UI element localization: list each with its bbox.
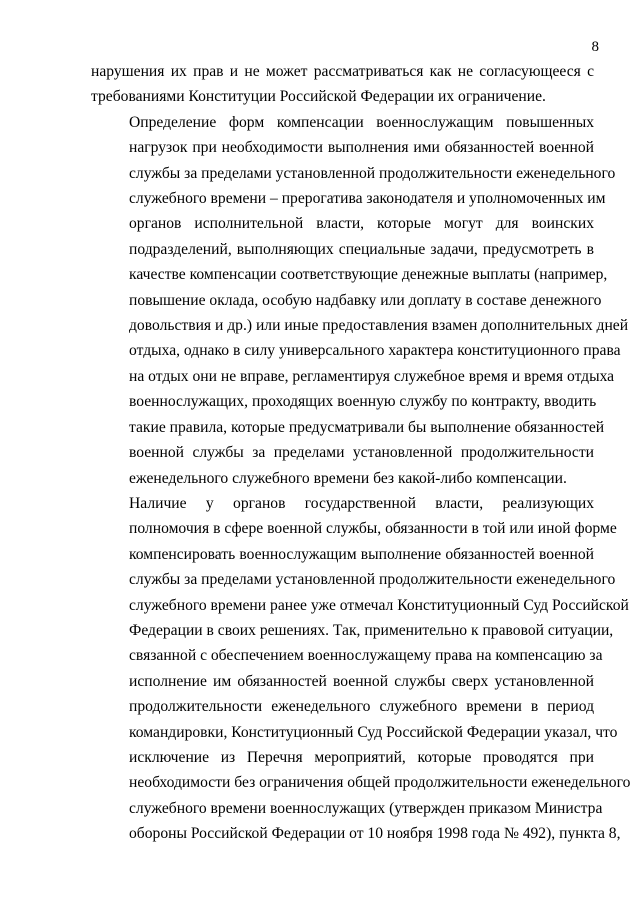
text-line: служебного времени военнослужащих (утвержден приказом Министра [129,799,603,817]
text-line: исполнение им обязанностей военной службы сверх установленной [129,672,594,690]
text-line: командировки, Конституционный Суд Российской Федерации указал, что [129,723,618,741]
text-line: Федерации в своих решениях. Так, применительно к правовой ситуации, [129,621,614,639]
paragraph [91,491,631,847]
text-line: служебного времени ранее уже отмечал Конституционный Суд Российской [129,596,629,614]
text-line: Определение форм компенсации военнослужащим повышенных [129,113,594,131]
text-line: связанной с обеспечением военнослужащему права на компенсацию за [129,647,603,665]
text-line: нарушения их прав и не может рассматриваться как не согласующееся с [91,63,594,80]
text-line: обороны Российской Федерации от 10 ноября 1998 года № 492), пункта 8, [129,825,621,843]
text-line: качестве компенсации соответствующие денежные выплаты (например, [129,266,608,284]
text-line: службы за пределами установленной продолжительности еженедельного [129,571,616,589]
text-line: повышение оклада, особую надбавку или доплату в составе денежного [129,291,602,309]
text-line: такие правила, которые предусматривали бы выполнение обязанностей [129,418,605,436]
text-line: органов исполнительной власти, которые могут для воинских [129,215,594,233]
text-line: подразделений, выполняющих специальные задачи, предусмотреть в [129,240,594,258]
text-line: довольствия и др.) или иные предоставления взамен дополнительных дней [129,317,629,335]
text-line: еженедельного служебного времени без какой-либо компенсации. [129,469,567,487]
text-line: на отдых они не вправе, регламентируя служебное время и время отдыха [129,367,615,385]
text-line: полномочия в сфере военной службы, обязанности в той или иной форме [129,520,617,538]
text-line: военной службы за пределами установленной продолжительности [129,444,594,462]
text-line: Наличие у органов государственной власти, реализующих [129,494,594,512]
text-line: отдыха, однако в силу универсального характера конституционного права [129,342,621,360]
document-body [91,59,631,847]
paragraph [91,59,594,110]
text-line: нагрузок при необходимости выполнения ими обязанностей военной [129,139,594,157]
text-line: продолжительности еженедельного служебного времени в период [129,698,594,716]
paragraph [91,110,629,491]
page-number: 8 [591,39,599,55]
text-line: требованиями Конституции Российской Федерации их ограничение. [91,88,546,106]
text-line: военнослужащих, проходящих военную службу по контракту, вводить [129,393,597,411]
text-line: необходимости без ограничения общей продолжительности еженедельного [129,774,631,792]
text-line: службы за пределами установленной продолжительности еженедельного [129,164,616,182]
text-line: служебного времени – прерогатива законодателя и уполномоченных им [129,190,606,208]
text-line: компенсировать военнослужащим выполнение обязанностей военной [129,545,594,563]
text-line: исключение из Перечня мероприятий, которые проводятся при [129,748,594,766]
